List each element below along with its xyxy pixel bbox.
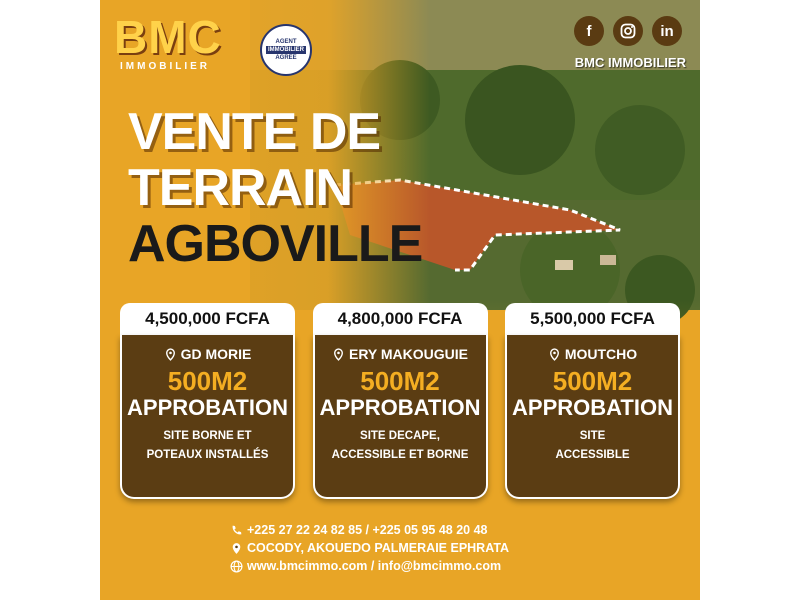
- social-icons: [574, 16, 682, 46]
- location-name: GD MORIE: [180, 346, 252, 362]
- phone-numbers[interactable]: +225 27 22 24 82 85 / +225 05 95 48 20 48: [247, 523, 488, 537]
- description: [332, 427, 469, 465]
- offer-card-body: [313, 335, 488, 499]
- description: [555, 427, 629, 465]
- description-line2: ACCESSIBLE: [555, 449, 630, 461]
- logo-subtitle: IMMOBILIER: [120, 61, 210, 72]
- logo-text: BMC: [114, 11, 222, 63]
- badge-line1: AGENT: [275, 39, 297, 45]
- description: [147, 427, 269, 465]
- badge-line2: IMMOBILIER: [268, 47, 304, 53]
- agent-agree-badge: [260, 24, 312, 76]
- location-pin-icon: [164, 348, 177, 361]
- offer-cards: [120, 303, 680, 499]
- description-line2: POTEAUX INSTALLÉS: [146, 449, 269, 461]
- location-name: MOUTCHO: [564, 346, 638, 362]
- location-name: ERY MAKOUGUIE: [348, 346, 468, 362]
- description-line1: SITE BORNE ET: [163, 430, 252, 442]
- badge-line3: AGREE: [275, 55, 297, 61]
- location-pin-icon: [548, 348, 561, 361]
- price: 4,800,000 FCFA: [313, 303, 488, 335]
- poster: [100, 0, 700, 600]
- location: [164, 346, 252, 362]
- address-row: [230, 539, 509, 557]
- phone-row: [230, 521, 509, 539]
- offer-card-body: [505, 335, 680, 499]
- linkedin-icon[interactable]: in: [652, 16, 682, 46]
- headline-line1: VENTE DE: [128, 103, 381, 161]
- headline-city: AGBOVILLE: [128, 215, 423, 273]
- location: [332, 346, 468, 362]
- offer-card: [505, 303, 680, 499]
- web-row: [230, 557, 509, 575]
- address: COCODY, AKOUEDO PALMERAIE EPHRATA: [247, 541, 510, 555]
- facebook-icon[interactable]: f: [574, 16, 604, 46]
- offer-card: [120, 303, 295, 499]
- location: [548, 346, 637, 362]
- area: 500M2: [167, 366, 248, 396]
- status: APPROBATION: [319, 395, 481, 420]
- headline-line2: TERRAIN: [128, 159, 353, 217]
- status: APPROBATION: [512, 395, 673, 420]
- description-line1: SITE: [579, 430, 606, 442]
- area: 500M2: [552, 366, 633, 396]
- offer-card: [313, 303, 488, 499]
- phone-icon: [230, 524, 243, 537]
- status: APPROBATION: [127, 395, 288, 420]
- brand-name: BMC IMMOBILIER: [574, 55, 686, 70]
- offer-card-body: [120, 335, 295, 499]
- headline: [128, 104, 422, 272]
- location-pin-icon: [332, 348, 345, 361]
- website-email[interactable]: www.bmcimmo.com / info@bmcimmo.com: [247, 559, 502, 573]
- instagram-icon[interactable]: [613, 16, 643, 46]
- location-pin-icon: [230, 542, 243, 555]
- description-line1: SITE DECAPE,: [360, 430, 440, 442]
- globe-icon: [230, 560, 243, 573]
- bmc-logo: [114, 11, 254, 72]
- contact-info: [230, 521, 509, 575]
- price: 4,500,000 FCFA: [120, 303, 295, 335]
- description-line2: ACCESSIBLE ET BORNE: [331, 449, 469, 461]
- aerial-land-photo: [100, 0, 700, 600]
- area: 500M2: [360, 366, 440, 396]
- price: 5,500,000 FCFA: [505, 303, 680, 335]
